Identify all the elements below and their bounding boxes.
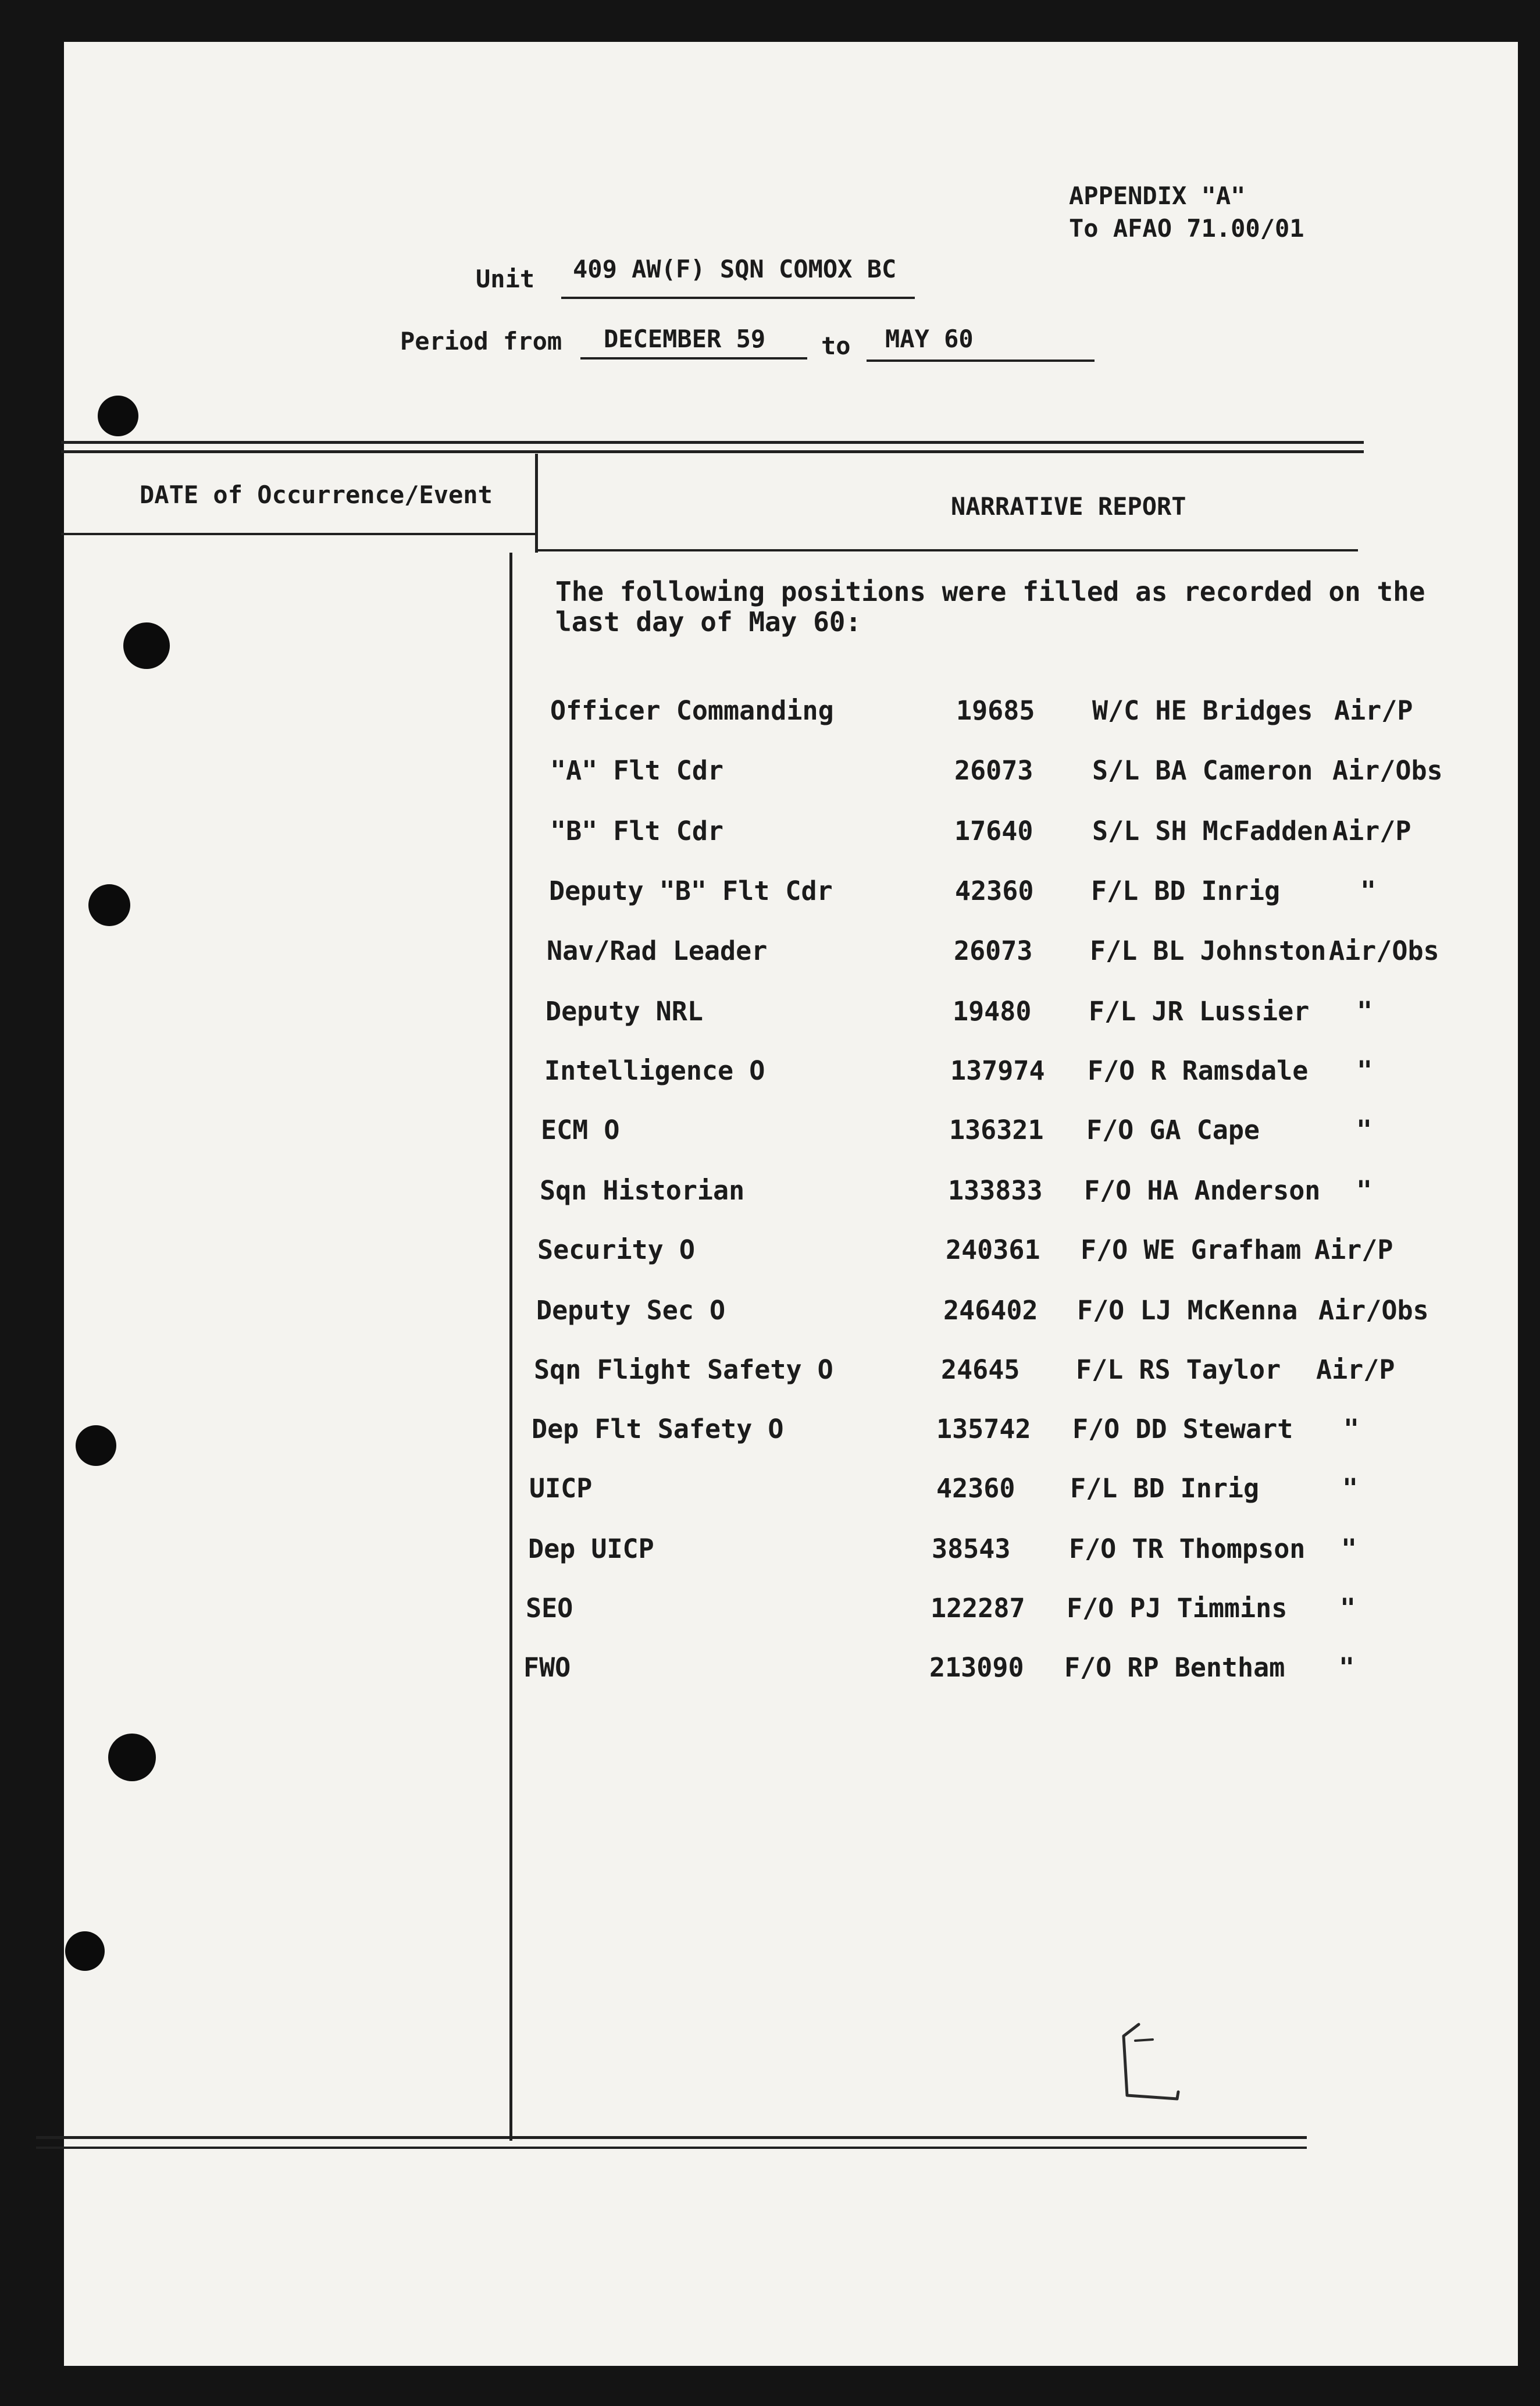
trade: Air/P	[1332, 816, 1411, 846]
table-bottom-rule-2	[36, 2147, 1307, 2149]
position-title: Intelligence O	[544, 1055, 765, 1086]
officer-name: F/O TR Thompson	[1069, 1533, 1306, 1564]
punch-hole	[98, 396, 138, 436]
trade: "	[1356, 1115, 1373, 1145]
unit-value: 409 AW(F) SQN COMOX BC	[573, 255, 897, 283]
service-number: 240361	[946, 1234, 1040, 1265]
intro-line-2: last day of May 60:	[555, 606, 862, 638]
service-number: 135742	[936, 1414, 1031, 1444]
position-title: ECM O	[541, 1115, 620, 1145]
punch-hole	[108, 1734, 156, 1781]
officer-name: F/L JR Lussier	[1089, 996, 1310, 1027]
officer-name: F/O DD Stewart	[1072, 1414, 1293, 1444]
table-top-rule	[61, 441, 1364, 444]
trade: "	[1339, 1652, 1355, 1683]
trade: Air/P	[1334, 695, 1413, 726]
position-title: Deputy "B" Flt Cdr	[549, 875, 833, 906]
position-title: Dep UICP	[528, 1533, 654, 1564]
table-top-rule-2	[61, 450, 1364, 453]
trade: "	[1341, 1533, 1357, 1564]
trade: Air/P	[1314, 1234, 1393, 1265]
service-number: 133833	[948, 1175, 1043, 1206]
service-number: 26073	[954, 755, 1033, 786]
narrative-column-header: NARRATIVE REPORT	[951, 492, 1186, 521]
service-number: 136321	[949, 1115, 1044, 1145]
officer-name: F/O R Ramsdale	[1088, 1055, 1309, 1086]
officer-name: F/O PJ Timmins	[1067, 1593, 1288, 1624]
service-number: 213090	[929, 1652, 1024, 1683]
trade: Air/Obs	[1329, 935, 1439, 966]
appendix-reference: To AFAO 71.00/01	[1069, 214, 1304, 243]
trade: Air/Obs	[1332, 755, 1443, 786]
punch-hole	[123, 622, 170, 669]
position-title: Deputy Sec O	[536, 1295, 726, 1326]
right-header-rule	[538, 549, 1358, 551]
period-from-value: DECEMBER 59	[604, 325, 766, 353]
position-title: SEO	[526, 1593, 573, 1624]
officer-name: F/O RP Bentham	[1064, 1652, 1285, 1683]
punch-hole	[65, 1931, 105, 1971]
officer-name: F/L BD Inrig	[1091, 875, 1281, 906]
service-number: 24645	[941, 1354, 1020, 1385]
officer-name: F/O HA Anderson	[1084, 1175, 1321, 1206]
service-number: 38543	[932, 1533, 1011, 1564]
service-number: 19480	[953, 996, 1032, 1027]
position-title: Deputy NRL	[546, 996, 703, 1027]
trade: "	[1342, 1473, 1359, 1504]
officer-name: F/O GA Cape	[1086, 1115, 1260, 1145]
left-header-rule	[61, 533, 538, 535]
position-title: Security O	[537, 1234, 695, 1265]
handwritten-initial	[1117, 2019, 1186, 2108]
position-title: UICP	[529, 1473, 593, 1504]
period-to-underline	[867, 360, 1095, 362]
punch-hole	[88, 884, 130, 926]
service-number: 26073	[954, 935, 1033, 966]
trade: "	[1357, 1055, 1373, 1086]
position-title: FWO	[523, 1652, 571, 1683]
officer-name: F/L BD Inrig	[1070, 1473, 1260, 1504]
unit-underline	[561, 297, 915, 299]
trade: "	[1360, 875, 1377, 906]
position-title: Dep Flt Safety O	[532, 1414, 784, 1444]
appendix-title: APPENDIX "A"	[1069, 181, 1246, 210]
trade: "	[1343, 1414, 1360, 1444]
officer-name: F/O LJ McKenna	[1077, 1295, 1298, 1326]
intro-line-1: The following positions were filled as recorded on the	[555, 576, 1425, 607]
period-from-label: Period from	[400, 327, 562, 355]
position-title: Officer Commanding	[550, 695, 834, 726]
officer-name: F/L RS Taylor	[1076, 1354, 1281, 1385]
trade: "	[1356, 1175, 1373, 1206]
service-number: 42360	[936, 1473, 1015, 1504]
trade: "	[1357, 996, 1373, 1027]
trade: Air/P	[1316, 1354, 1395, 1385]
position-title: Nav/Rad Leader	[547, 935, 768, 966]
officer-name: S/L SH McFadden	[1092, 816, 1329, 846]
officer-name: W/C HE Bridges	[1092, 695, 1313, 726]
period-to-value: MAY 60	[885, 325, 974, 353]
date-column-header: DATE of Occurrence/Event	[140, 481, 493, 509]
period-to-label: to	[821, 332, 851, 360]
trade: Air/Obs	[1318, 1295, 1429, 1326]
officer-name: S/L BA Cameron	[1092, 755, 1313, 786]
column-divider-lower	[509, 553, 512, 2141]
trade: "	[1340, 1593, 1356, 1624]
officer-name: F/L BL Johnston	[1090, 935, 1327, 966]
officer-name: F/O WE Grafham	[1081, 1234, 1302, 1265]
service-number: 137974	[950, 1055, 1045, 1086]
service-number: 19685	[956, 695, 1035, 726]
table-bottom-rule	[36, 2136, 1307, 2139]
service-number: 17640	[954, 816, 1033, 846]
unit-label: Unit	[476, 265, 535, 293]
period-from-underline	[580, 357, 807, 360]
service-number: 122287	[931, 1593, 1025, 1624]
position-title: Sqn Historian	[540, 1175, 745, 1206]
service-number: 246402	[943, 1295, 1038, 1326]
position-title: "B" Flt Cdr	[550, 816, 724, 846]
column-divider	[535, 454, 538, 553]
position-title: Sqn Flight Safety O	[534, 1354, 833, 1385]
service-number: 42360	[955, 875, 1034, 906]
position-title: "A" Flt Cdr	[550, 755, 724, 786]
punch-hole	[76, 1425, 116, 1466]
